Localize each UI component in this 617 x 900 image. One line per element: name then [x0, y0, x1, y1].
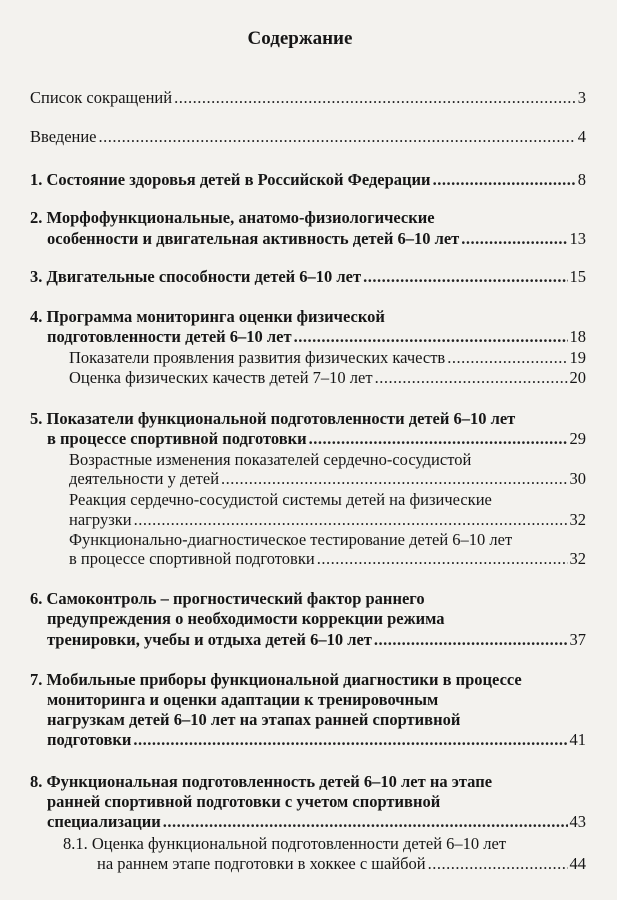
toc-page-number: 15 [569, 267, 586, 286]
toc-entry-text: 3. Двигательные способности детей 6–10 лет [30, 267, 362, 286]
toc-entry-section-8-1[interactable] [97, 854, 586, 874]
dot-leader [221, 469, 567, 489]
toc-page-number: 13 [569, 229, 586, 248]
toc-entry-section-5b[interactable] [69, 510, 586, 530]
toc-page-number: 29 [569, 429, 586, 448]
toc-entry-text: подготовленности детей 6–10 лет [47, 327, 292, 346]
toc-entry-chapter-3[interactable] [30, 267, 586, 287]
toc-entry-section-5b-line-1[interactable]: Реакция сердечно-сосудистой системы детей на физические [69, 490, 492, 509]
toc-entry-text: особенности и двигательная активность детей 6–10 лет [47, 229, 460, 248]
toc-page-number: 4 [577, 127, 586, 146]
toc-page-number: 37 [569, 630, 586, 649]
toc-entry-chapter-4[interactable] [47, 327, 586, 347]
page-title: Содержание [247, 28, 353, 49]
toc-entry-chapter-6-line-2[interactable]: предупреждения о необходимости коррекции режима [47, 609, 445, 628]
toc-entry-text: подготовки [47, 730, 132, 749]
toc-entry-section-5a[interactable] [69, 469, 586, 489]
toc-entry-introduction[interactable] [30, 127, 586, 147]
toc-entry-text: Введение [30, 127, 97, 146]
toc-page-number: 8 [577, 170, 586, 189]
toc-entry-chapter-1[interactable] [30, 170, 586, 190]
toc-page-number: 20 [569, 368, 586, 387]
toc-page-number: 3 [577, 88, 586, 107]
toc-page-number: 43 [569, 812, 586, 831]
toc-entry-chapter-7[interactable] [47, 730, 586, 750]
dot-leader [294, 327, 568, 347]
dot-leader [163, 812, 568, 832]
dot-leader [99, 127, 576, 147]
toc-entry-text: в процессе спортивной подготовки [47, 429, 307, 448]
toc-entry-text: Оценка физических качеств детей 7–10 лет [69, 368, 373, 387]
toc-entry-section-5a-line-1[interactable]: Возрастные изменения показателей сердечно-сосудистой [69, 450, 472, 469]
dot-leader [447, 348, 567, 368]
toc-page-number: 30 [569, 469, 586, 488]
toc-entry-chapter-6[interactable] [47, 630, 586, 650]
toc-entry-chapter-8-line-2[interactable]: ранней спортивной подготовки с учетом спортивной [47, 792, 441, 811]
toc-entry-section-8-1-line-1[interactable]: 8.1. Оценка функциональной подготовленности детей 6–10 лет [63, 834, 507, 853]
toc-page-number: 44 [569, 854, 586, 873]
toc-entry-chapter-6-line-1[interactable]: 6. Самоконтроль – прогностический фактор раннего [30, 589, 425, 608]
toc-entry-section-4a[interactable] [69, 348, 586, 368]
toc-entry-chapter-5-line-1[interactable]: 5. Показатели функциональной подготовленности детей 6–10 лет [30, 409, 516, 428]
dot-leader [374, 630, 568, 650]
dot-leader [317, 549, 568, 569]
dot-leader [174, 88, 576, 108]
dot-leader [433, 170, 576, 190]
dot-leader [134, 510, 568, 530]
toc-entry-text: тренировки, учебы и отдыха детей 6–10 лет [47, 630, 372, 649]
toc-entry-text: деятельности у детей [69, 469, 220, 488]
toc-entry-chapter-5[interactable] [47, 429, 586, 449]
toc-entry-chapter-8-line-1[interactable]: 8. Функциональная подготовленность детей 6–10 лет на этапе [30, 772, 493, 791]
toc-entry-text: нагрузки [69, 510, 132, 529]
toc-entry-chapter-7-line-3[interactable]: нагрузкам детей 6–10 лет на этапах ранней спортивной [47, 710, 461, 729]
dot-leader [363, 267, 567, 287]
toc-page-number: 18 [569, 327, 586, 346]
toc-page-number: 32 [569, 510, 586, 529]
toc-entry-chapter-8[interactable] [47, 812, 586, 832]
toc-entry-text: в процессе спортивной подготовки [69, 549, 315, 568]
toc-entry-section-4b[interactable] [69, 368, 586, 388]
toc-entry-chapter-4-line-1[interactable]: 4. Программа мониторинга оценки физической [30, 307, 385, 326]
toc-entry-text: Список сокращений [30, 88, 173, 107]
toc-page-number: 19 [569, 348, 586, 367]
toc-entry-text: Показатели проявления развития физических качеств [69, 348, 446, 367]
toc-entry-text: 1. Состояние здоровья детей в Российской Федерации [30, 170, 431, 189]
toc-entry-section-5c[interactable] [69, 549, 586, 569]
toc-entry-text: специализации [47, 812, 161, 831]
toc-entry-chapter-2[interactable] [47, 229, 586, 249]
toc-entry-chapter-7-line-2[interactable]: мониторинга и оценки адаптации к тренировочным [47, 690, 439, 709]
toc-entry-section-5c-line-1[interactable]: Функционально-диагностическое тестирование детей 6–10 лет [69, 530, 513, 549]
toc-entry-chapter-2-line-1[interactable]: 2. Морфофункциональные, анатомо-физиологические [30, 208, 435, 227]
toc-entry-abbreviations[interactable] [30, 88, 586, 108]
dot-leader [309, 429, 568, 449]
toc-entry-text: на раннем этапе подготовки в хоккее с шайбой [97, 854, 426, 873]
dot-leader [461, 229, 567, 249]
toc-page-number: 32 [569, 549, 586, 568]
dot-leader [428, 854, 568, 874]
toc-page-number: 41 [569, 730, 586, 749]
toc-entry-chapter-7-line-1[interactable]: 7. Мобильные приборы функциональной диагностики в процессе [30, 670, 522, 689]
dot-leader [375, 368, 568, 388]
dot-leader [133, 730, 567, 750]
